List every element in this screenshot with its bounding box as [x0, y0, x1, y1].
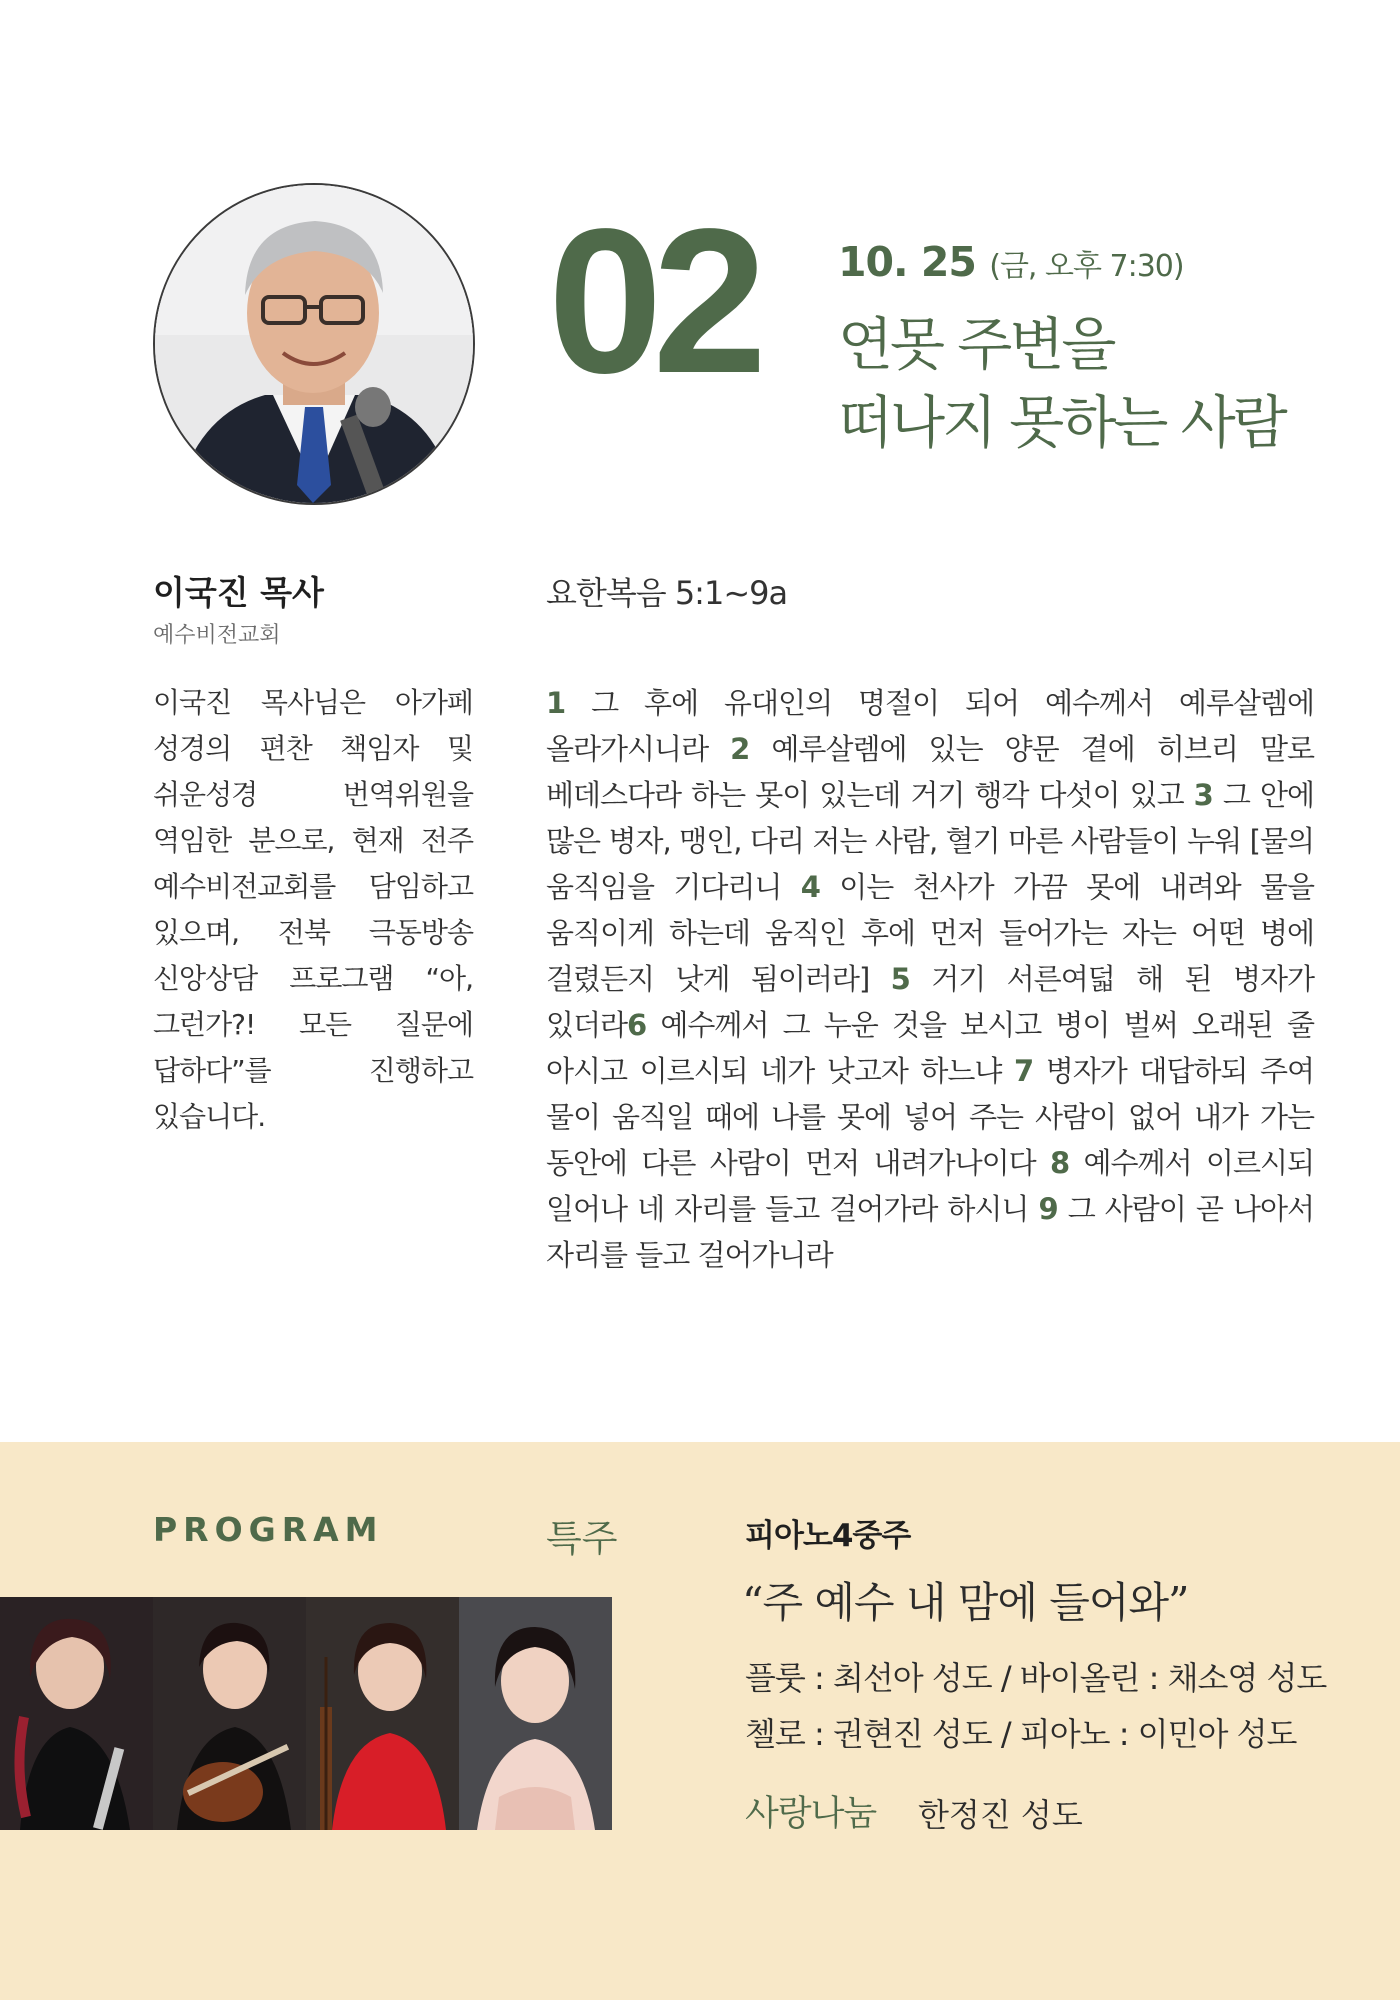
verse-number: 2	[730, 732, 750, 766]
verse-number: 7	[1014, 1054, 1034, 1088]
verse-text: 병자가 대답하되 주여 물이 움직일 때에 나를 못에 넣어 주는 사람이 없어 내가 가는 동안에 다른 사람이 먼저 내려가나이다	[546, 1054, 1315, 1180]
song-title: “주 예수 내 맘에 들어와”	[742, 1578, 1189, 1627]
pianist-illustration	[459, 1597, 612, 1830]
sermon-title	[838, 306, 1285, 462]
performer-line: 플룻 : 최선아 성도 / 바이올린 : 채소영 성도	[745, 1659, 1327, 1697]
verse-text: 거기 서른여덟 해 된 병자가 있더라	[546, 962, 1314, 1042]
verse-text: 예수께서 그 누운 것을 보시고 병이 벌써 오래된 줄 아시고 이르시되 네가 낫고자 하느냐	[546, 1008, 1314, 1088]
speaker-portrait	[153, 183, 475, 505]
scripture-text	[546, 680, 1314, 1278]
verse-number: 8	[1049, 1146, 1070, 1180]
speaker-church: 예수비전교회	[153, 623, 281, 648]
verse-text: 이는 천사가 가끔 못에 내려와 물을 움직이게 하는데 움직인 후에 먼저 들어가는 자는 어떤 병에 걸렸든지 낫게 됨이러라]	[546, 870, 1314, 996]
verse-text: 그 후에 유대인의 명절이 되어 예수께서 예루살렘에 올라가시니라	[546, 686, 1314, 766]
verse-text: 예루살렘에 있는 양문 곁에 히브리 말로 베데스다라 하는 못이 있는데 거기 행각 다섯이 있고	[546, 732, 1314, 812]
performer-photo-flute	[0, 1597, 153, 1830]
verse-number: 4	[800, 870, 820, 904]
verse-number: 9	[1038, 1192, 1058, 1226]
performer-photo-violin	[153, 1597, 306, 1830]
sermon-title-line-2: 떠나지 못하는 사람	[838, 390, 1285, 456]
special-music-label: 특주	[546, 1517, 618, 1560]
verse-text: 그 안에 많은 병자, 맹인, 다리 저는 사람, 혈기 마른 사람들이 누워 [물의 움직임을 기다리니	[546, 778, 1314, 904]
verse-number: 3	[1193, 778, 1213, 812]
performer-photo-piano	[459, 1597, 612, 1830]
flutist-illustration	[0, 1597, 153, 1830]
verse-number: 5	[890, 962, 910, 996]
performer-list	[745, 1650, 1326, 1762]
program-label: PROGRAM	[153, 1510, 384, 1549]
offering-name: 한정진 성도	[918, 1796, 1083, 1834]
speaker-bio: 이국진 목사님은 아가페 성경의 편찬 책임자 및 쉬운성경 번역위원을 역임한 분으로, 현재 전주 예수비전교회를 담임하고 있으며, 전북 극동방송 신앙상담 프로그램 “아, 그런가?! 모든 질문에 답하다”를 진행하고 있습니다.	[153, 686, 473, 1133]
offering-label: 사랑나눔	[745, 1794, 877, 1834]
event-date-time: (금, 오후 7:30)	[989, 249, 1184, 284]
verse-text: 예수께서 이르시되 일어나 네 자리를 들고 걸어가라 하시니	[546, 1146, 1314, 1226]
event-date-day: 10. 25	[838, 238, 976, 286]
verse-text: 그 사람이 곧 나아서 자리를 들고 걸어가니라	[546, 1192, 1314, 1272]
sermon-title-line-1: 연못 주변을	[838, 312, 1114, 378]
verse-number: 6	[627, 1008, 647, 1042]
speaker-portrait-illustration	[155, 185, 473, 503]
performer-photo-cello	[306, 1597, 459, 1830]
speaker-name: 이국진 목사	[153, 573, 324, 612]
performer-photos	[0, 1597, 612, 1830]
episode-number: 02	[548, 186, 758, 416]
scripture-reference: 요한복음 5:1~9a	[546, 574, 788, 612]
verse-number: 1	[546, 686, 566, 720]
ensemble-name: 피아노4중주	[745, 1518, 911, 1554]
violinist-illustration	[153, 1597, 306, 1830]
cellist-illustration	[306, 1597, 459, 1830]
event-date	[838, 238, 1184, 286]
performer-line: 첼로 : 권현진 성도 / 피아노 : 이민아 성도	[745, 1715, 1297, 1753]
